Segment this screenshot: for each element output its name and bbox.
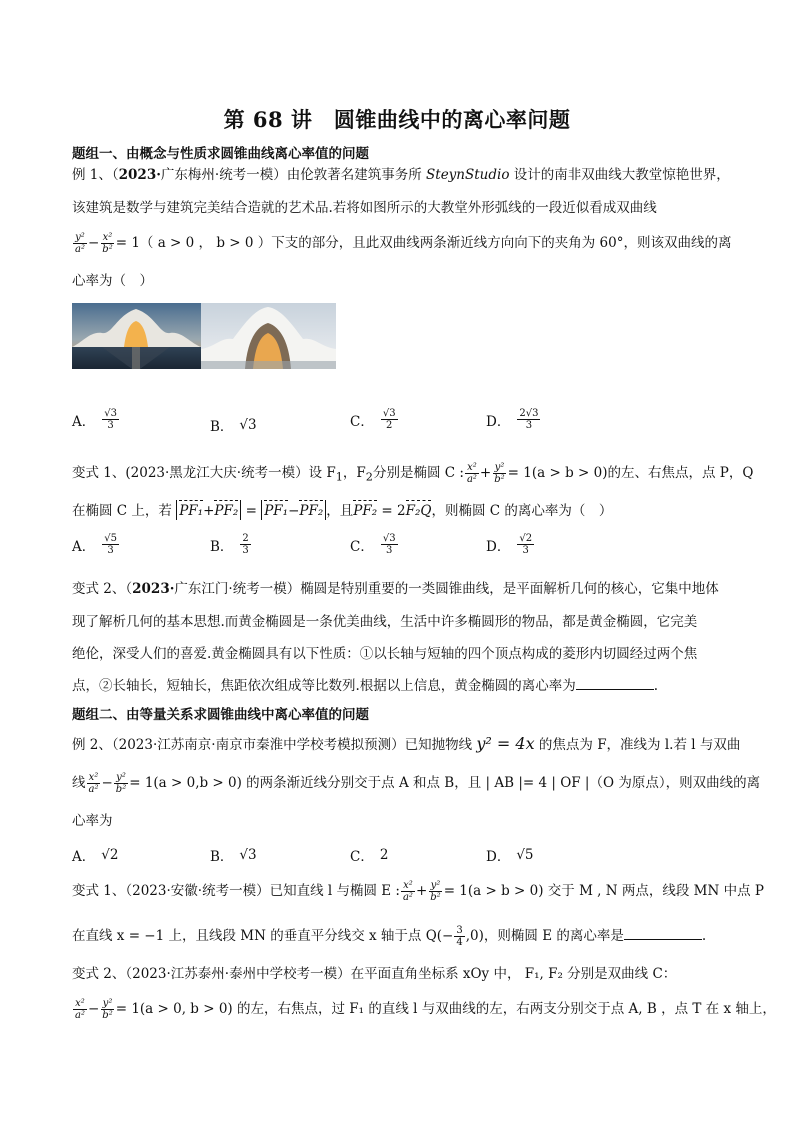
numerator: √5 xyxy=(104,533,117,544)
ex1-choice-d xyxy=(486,408,541,431)
text: + xyxy=(479,465,492,481)
fraction xyxy=(73,232,87,255)
text: 的焦点为 F，准线为 l.若 l 与双曲 xyxy=(534,737,741,753)
cathedral-photo-right xyxy=(201,303,336,369)
var1-choice-c xyxy=(350,533,399,556)
numerator: 2√3 xyxy=(519,408,539,419)
var2-line4 xyxy=(72,677,658,695)
abs-sum xyxy=(176,500,241,520)
fraction xyxy=(454,925,464,948)
denominator: 4 xyxy=(456,937,463,948)
var2-line2: 现了解析几何的基本思想.而黄金椭圆是一条优美曲线，生活中许多椭圆形的物品，都是黄金椭圆，它完美 xyxy=(72,614,698,630)
text: ，则椭圆 C 的离心率为（ ） xyxy=(431,503,613,519)
ex2-line1 xyxy=(72,735,740,754)
text: − xyxy=(288,503,300,519)
text: 分别是椭圆 C : xyxy=(372,465,464,481)
numerator: √3 xyxy=(382,533,396,544)
numerator: x² xyxy=(75,998,85,1009)
answer-blank[interactable] xyxy=(576,677,654,690)
denominator: 3 xyxy=(107,420,114,431)
numerator: y² xyxy=(75,232,85,243)
ex1-choice-c xyxy=(350,408,399,431)
answer-blank[interactable] xyxy=(624,927,702,940)
fraction xyxy=(381,408,398,431)
numerator: 2 xyxy=(242,533,249,544)
choice-value: √2 xyxy=(101,847,119,863)
denominator: 3 xyxy=(386,545,393,556)
text: 变式 1、（2023·安徽·统考一模）已知直线 l 与椭圆 E : xyxy=(72,883,400,899)
choice-label: D． xyxy=(486,538,511,555)
choice-value: √5 xyxy=(516,847,534,863)
ex1-line4: 心率为（ ） xyxy=(72,273,153,289)
fraction xyxy=(114,772,128,795)
subscript: 1 xyxy=(335,470,343,484)
choice-value: √3 xyxy=(239,417,257,433)
choice-value: 2 xyxy=(379,847,389,863)
vector: PF₂ xyxy=(299,500,323,520)
group2-heading: 题组二、由等量关系求圆锥曲线中离心率值的问题 xyxy=(72,707,369,723)
fraction xyxy=(381,533,398,556)
text: 点，②长轴长，短轴长，焦距依次组成等比数列.根据以上信息，黄金椭圆的离心率为 xyxy=(72,678,576,694)
denominator: 3 xyxy=(525,420,533,431)
fraction xyxy=(240,533,250,556)
fraction xyxy=(102,533,119,556)
text: 广东江门·统考一模）椭圆是特别重要的一类圆锥曲线，是平面解析几何的核心，它集中地体 xyxy=(174,581,719,597)
ex1-line1 xyxy=(72,166,730,184)
cathedral-photo-left xyxy=(72,303,201,369)
abs-diff xyxy=(261,500,326,520)
subscript: 2 xyxy=(365,470,373,484)
var2-line1 xyxy=(72,580,719,598)
choice-label: B． xyxy=(210,538,234,555)
text: （ a > 0 ， b > 0 ）下支的部分，且此双曲线两条渐近线方向向下的夹角为 60°，则该双曲线的离 xyxy=(139,235,732,251)
ex1-line2: 该建筑是数学与建筑完美结合造就的艺术品.若将如图所示的大教堂外形弧线的一段近似看成双曲线 xyxy=(72,200,657,216)
numerator: x² xyxy=(88,772,99,783)
g2-var2-line1: 变式 2、（2023·江苏泰州·泰州中学校考一模）在平面直角坐标系 xOy 中， F₁, F₂ 分别是双曲线 C： xyxy=(72,966,677,982)
text: 2023· xyxy=(132,581,175,597)
vector: PF₂ xyxy=(214,500,238,520)
fraction xyxy=(492,462,506,485)
denominator: 3 xyxy=(242,545,249,556)
fraction xyxy=(428,880,442,903)
choice-label: A． xyxy=(72,538,96,555)
fraction xyxy=(87,772,101,795)
var1-line2 xyxy=(72,500,612,520)
denominator: a² xyxy=(402,892,413,903)
text: ，F xyxy=(342,465,366,481)
text: 变式 1、(2023·黑龙江大庆·统考一模）设 F xyxy=(72,465,336,481)
text: + xyxy=(203,503,215,519)
numerator: y² xyxy=(430,880,441,891)
denominator: b² xyxy=(115,784,127,795)
text: 线 xyxy=(72,775,86,791)
text: ，则椭圆 E 的离心率是 xyxy=(483,928,624,944)
numerator: √3 xyxy=(104,408,117,419)
text: ，且 xyxy=(326,503,354,519)
text: ,0 xyxy=(465,928,479,944)
denominator: b² xyxy=(102,244,113,255)
text: 在椭圆 C 上，若 xyxy=(72,503,172,519)
text: 2023· xyxy=(118,167,161,183)
fraction xyxy=(102,408,119,431)
group1-heading: 题组一、由概念与性质求圆锥曲线离心率值的问题 xyxy=(72,146,369,162)
choice-label: D． xyxy=(486,849,511,865)
text: − xyxy=(87,1001,100,1017)
denominator: a² xyxy=(75,244,85,255)
numerator: y² xyxy=(102,998,113,1009)
choice-label: D． xyxy=(486,413,511,430)
choice-label: C． xyxy=(350,849,374,865)
var1-choice-d xyxy=(486,533,535,556)
point-q-coords: (− $\frac{3}{4}$ ,0) xyxy=(436,925,484,948)
fraction xyxy=(100,998,114,1021)
denominator: b² xyxy=(430,892,441,903)
fraction xyxy=(73,998,87,1021)
page-title: 第 68 讲 圆锥曲线中的离心率问题 xyxy=(223,107,571,132)
var1-line1 xyxy=(72,462,753,487)
text: = 1 xyxy=(115,235,140,251)
choice-label: A． xyxy=(72,849,96,865)
denominator: b² xyxy=(494,474,505,485)
ex2-line3: 心率为 xyxy=(72,813,113,829)
text: − xyxy=(442,928,454,944)
vector: F₂Q xyxy=(406,500,432,520)
ex2-choice-b xyxy=(210,845,257,865)
numerator: √2 xyxy=(519,533,533,544)
text: + xyxy=(415,883,428,899)
ex2-line2 xyxy=(72,772,760,795)
numerator: x² xyxy=(403,880,413,891)
denominator: 3 xyxy=(107,545,114,556)
fraction xyxy=(517,408,540,431)
choice-label: C． xyxy=(350,538,374,555)
denominator: a² xyxy=(466,474,477,485)
numerator: y² xyxy=(116,772,126,783)
numerator: x² xyxy=(467,462,477,473)
numerator: y² xyxy=(494,462,505,473)
ex2-choice-d xyxy=(486,845,534,865)
cathedral-photo-right-image xyxy=(201,303,336,369)
text: = 1(a > 0,b > 0) 的两条渐近线分别交于点 A 和点 B，且 | AB |= 4 | OF |（O 为原点），则双曲线的离 xyxy=(129,775,761,791)
studio-name: SteynStudio xyxy=(426,167,510,183)
text: 例 2、（2023·江苏南京·南京市秦淮中学校考模拟预测）已知抛物线 xyxy=(72,737,477,753)
denominator: b² xyxy=(102,1010,113,1021)
g2-var1-line2 xyxy=(72,925,706,948)
ex2-choice-a xyxy=(72,845,118,865)
denominator: a² xyxy=(75,1010,85,1021)
text: (a > b > 0)的左、右焦点，点 P，Q xyxy=(531,465,754,481)
choice-label: C． xyxy=(350,413,374,430)
fraction xyxy=(517,533,534,556)
text: = 2 xyxy=(377,503,406,519)
g2-var1-line1 xyxy=(72,880,764,903)
text: − xyxy=(87,235,100,251)
fraction xyxy=(401,880,415,903)
numerator: x² xyxy=(102,232,113,243)
var1-choice-b xyxy=(210,533,252,556)
g2-var2-line2 xyxy=(72,998,776,1021)
fraction xyxy=(465,462,479,485)
ex1-line3 xyxy=(72,232,731,255)
vector: PF₁ xyxy=(264,500,288,520)
text: . xyxy=(653,678,659,694)
numerator: √3 xyxy=(382,408,396,419)
vector: PF₂ xyxy=(353,500,377,520)
denominator: 3 xyxy=(522,545,529,556)
choice-label: B． xyxy=(210,419,234,435)
text: = 1(a > b > 0) 交于 M , N 两点，线段 MN 中点 P xyxy=(443,883,764,899)
text: = 1(a > 0, b > 0) 的左，右焦点，过 F₁ 的直线 l 与双曲线的左，右两支分别交于点 A, B ，点 T 在 x 轴上， xyxy=(115,1001,776,1017)
text: = xyxy=(245,503,257,519)
text: = 1 xyxy=(507,465,532,481)
vector: PF₁ xyxy=(179,500,203,520)
denominator: 2 xyxy=(386,420,393,431)
choice-label: A． xyxy=(72,413,96,430)
numerator: 3 xyxy=(456,925,463,936)
text: 设计的南非双曲线大教堂惊艳世界， xyxy=(509,167,730,183)
denominator: a² xyxy=(88,784,99,795)
text: . xyxy=(701,928,707,944)
text: 广东梅州·统考一模）由伦敦著名建筑事务所 xyxy=(160,167,427,183)
var2-line3: 绝伦，深受人们的喜爱.黄金椭圆具有以下性质：①以长轴与短轴的四个顶点构成的菱形内切圆经过两个焦 xyxy=(72,646,698,662)
ex2-choice-c xyxy=(350,845,388,865)
cathedral-photo-left-image xyxy=(72,303,201,369)
choice-value: √3 xyxy=(239,847,257,863)
text: − xyxy=(101,775,113,791)
text: 变式 2、（ xyxy=(72,581,133,597)
var1-choice-a xyxy=(72,533,120,556)
text: 例 1、（ xyxy=(72,167,119,183)
choice-label: B． xyxy=(210,849,234,865)
text: 在直线 x = −1 上，且线段 MN 的垂直平分线交 x 轴于点 Q xyxy=(72,928,437,944)
ex1-choice-a xyxy=(72,408,120,431)
ex1-choice-b xyxy=(210,415,257,435)
fraction xyxy=(100,232,114,255)
parabola-equation: y² = 4x xyxy=(476,734,535,753)
